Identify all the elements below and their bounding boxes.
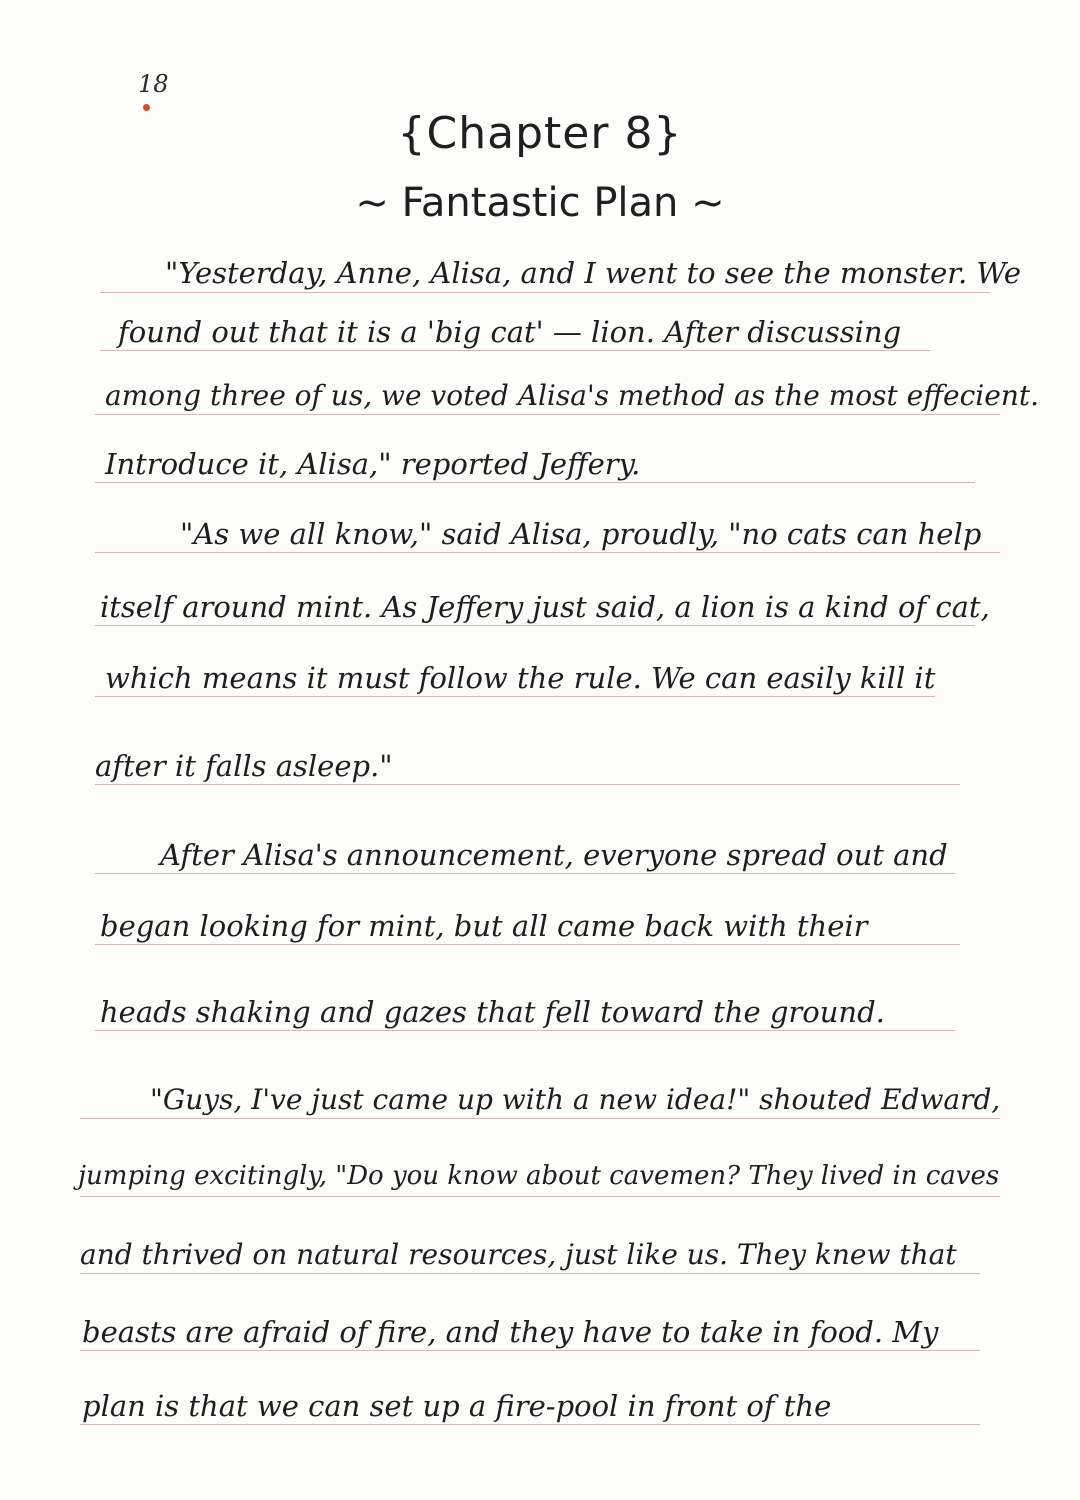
text-line: and thrived on natural resources, just like us. They knew that (80, 1238, 957, 1271)
ruled-line (95, 414, 1000, 415)
ruled-line (95, 784, 960, 785)
text-line: jumping excitingly, "Do you know about cavemen? They lived in caves (78, 1161, 1000, 1191)
chapter-title: {Chapter 8} (397, 108, 683, 159)
text-line: after it falls asleep." (95, 749, 393, 783)
ruled-line (80, 1424, 980, 1425)
text-line: heads shaking and gazes that fell toward the ground. (100, 995, 885, 1029)
page-number: 18 (138, 70, 169, 98)
ruled-line (95, 625, 975, 626)
text-line: among three of us, we voted Alisa's method as the most effecient. (105, 379, 1040, 412)
text-line: After Alisa's announcement, everyone spread out and (160, 838, 948, 872)
text-line: began looking for mint, but all came back with their (100, 909, 868, 943)
text-line: "As we all know," said Alisa, proudly, "no cats can help (180, 517, 982, 551)
ruled-line (100, 292, 990, 293)
chapter-subtitle: ~ Fantastic Plan ~ (355, 180, 725, 226)
text-line: plan is that we can set up a fire-pool in front of the (82, 1389, 832, 1423)
ruled-line (80, 1350, 980, 1351)
text-line: found out that it is a 'big cat' — lion. After discussing (118, 315, 902, 349)
ruled-line (95, 552, 1000, 553)
text-line: "Yesterday, Anne, Alisa, and I went to see the monster. We (165, 256, 1021, 290)
ruled-line (80, 1196, 1000, 1197)
ruled-line (80, 1118, 1000, 1119)
ruled-line (95, 1030, 955, 1031)
text-line: "Guys, I've just came up with a new idea!" shouted Edward, (150, 1083, 1001, 1116)
ruled-line (95, 696, 935, 697)
ruled-line (95, 482, 975, 483)
text-line: beasts are afraid of fire, and they have to take in food. My (82, 1315, 939, 1349)
text-line: which means it must follow the rule. We can easily kill it (105, 661, 936, 695)
ruled-line (100, 350, 930, 351)
ruled-line (95, 873, 955, 874)
ruled-line (95, 944, 960, 945)
ruled-line (80, 1273, 980, 1274)
text-line: itself around mint. As Jeffery just said, a lion is a kind of cat, (100, 590, 990, 624)
text-line: Introduce it, Alisa," reported Jeffery. (105, 447, 641, 481)
